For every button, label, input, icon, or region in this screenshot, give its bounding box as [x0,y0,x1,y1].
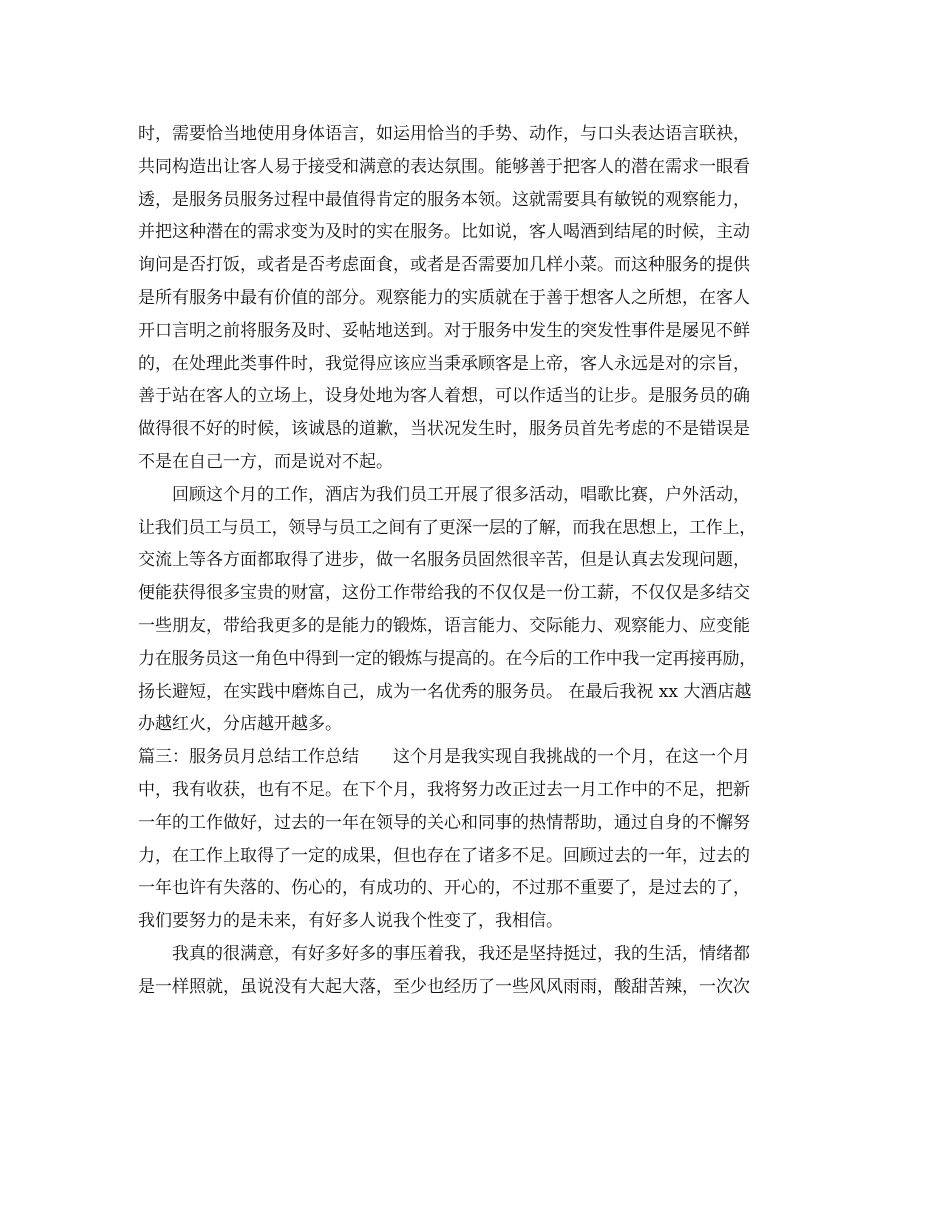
text-line-8: 的，在处理此类事件时，我觉得应该应当秉承顾客是上帝，客人永远是对的宗旨， [138,353,750,374]
text-line-17: 力在服务员这一角色中得到一定的锻炼与提高的。在今后的工作中我一定再接再励， [138,648,756,669]
text-line-11: 不是在自己一方，而是说对不起。 [138,451,393,472]
text-line-23: 力，在工作上取得了一定的成果，但也存在了诸多不足。回顾过去的一年，过去的 [138,845,750,866]
text-line-6: 是所有服务中最有价值的部分。观察能力的实质就在于善于想客人之所想，在客人 [138,287,750,308]
text-line-13: 让我们员工与员工，领导与员工之间有了更深一层的了解，而我在思想上，工作上， [138,517,756,538]
text-line-24: 一年也许有失落的、伤心的，有成功的、开心的，不过那不重要了，是过去的了， [138,878,750,899]
text-line-14: 交流上等各方面都取得了进步，做一名服务员固然很辛苦，但是认真去发现问题， [138,550,750,571]
text-line-21: 中，我有收获，也有不足。在下个月，我将努力改正过去一月工作中的不足，把新 [138,779,750,800]
text-line-7: 开口言明之前将服务及时、妥帖地送到。对于服务中发生的突发性事件是屡见不鲜 [138,320,750,341]
text-line-22: 一年的工作做好，过去的一年在领导的关心和同事的热情帮助，通过自身的不懈努 [138,812,750,833]
text-line-25: 我们要努力的是未来，有好多人说我个性变了，我相信。 [138,911,563,932]
paragraph-2-first-line: 回顾这个月的工作，酒店为我们员工开展了很多活动，唱歌比赛，户外活动， [172,484,750,505]
text-line-1: 时，需要恰当地使用身体语言，如运用恰当的手势、动作，与口头表达语言联袂， [138,124,750,144]
text-line-9: 善于站在客人的立场上，设身处地为客人着想，可以作适当的让步。是服务员的确 [138,386,750,407]
text-line-15: 便能获得很多宝贵的财富，这份工作带给我的不仅仅是一份工薪，不仅仅是多结交 [138,583,750,604]
paragraph-4-first-line: 我真的很满意，有好多好多的事压着我，我还是坚持挺过，我的生活，情绪都 [172,943,750,964]
document-body [138,118,814,1004]
text-line-2: 共同构造出让客人易于接受和满意的表达氛围。能够善于把客人的潜在需求一眼看 [138,156,750,177]
text-line-27: 是一样照就，虽说没有大起大落，至少也经历了一些风风雨雨，酸甜苦辣，一次次 [138,976,750,997]
text-line-18: 扬长避短，在实践中磨炼自己，成为一名优秀的服务员。 在最后我祝 xx 大酒店越 [138,681,752,702]
text-line-5: 询问是否打饭，或者是否考虑面食，或者是否需要加几样小菜。而这种服务的提供 [138,255,750,276]
text-line-3: 透，是服务员服务过程中最值得肯定的服务本领。这就需要具有敏锐的观察能力， [138,189,750,210]
text-line-4: 并把这种潜在的需求变为及时的实在服务。比如说，客人喝酒到结尾的时候，主动 [138,222,750,243]
text-line-19: 办越红火，分店越开越多。 [138,714,342,735]
section-heading-line: 篇三：服务员月总结工作总结 这个月是我实现自我挑战的一个月，在这一个月 [138,747,750,768]
text-line-16: 一些朋友，带给我更多的是能力的锻炼，语言能力、交际能力、观察能力、应变能 [138,615,750,636]
text-line-10: 做得很不好的时候，该诚恳的道歉，当状况发生时，服务员首先考虑的不是错误是 [138,419,750,440]
